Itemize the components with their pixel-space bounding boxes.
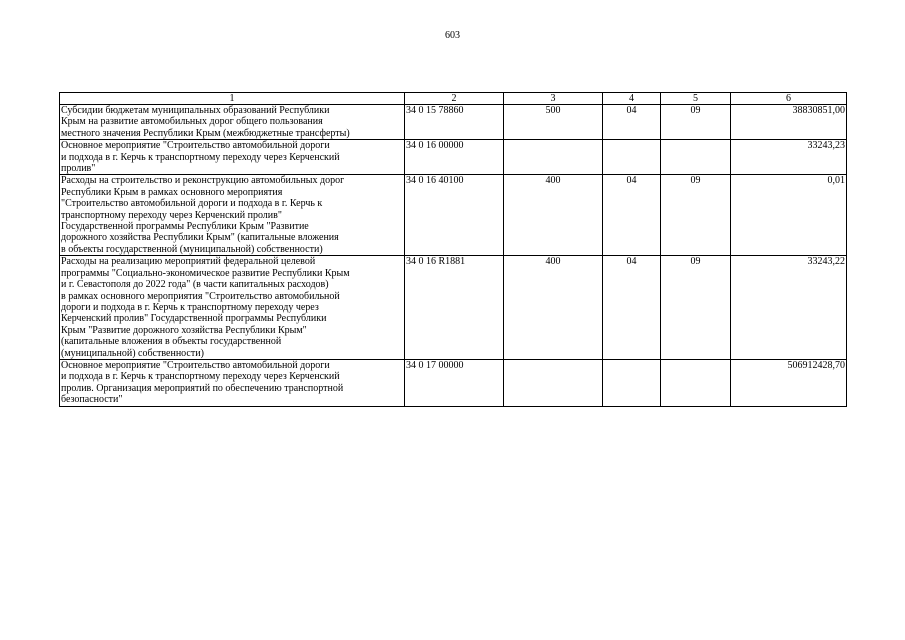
code-cell: 34 0 17 00000 [405,359,504,406]
table-row [60,175,847,256]
description-line: Государственной программы Республики Крым "Развитие [61,221,309,233]
description-line: Основное мероприятие "Строительство автомобильной дороги [61,359,330,371]
description-line: и подхода в г. Керчь к транспортному переходу через Керченский [61,151,340,163]
header-row [60,93,847,105]
description-cell [60,359,405,406]
table-row [60,105,847,140]
description-line: и подхода в г. Керчь к транспортному переходу через Керченский [61,371,340,383]
description-line: "Строительство автомобильной дороги и подхода в г. Керчь к [61,198,323,210]
type-cell [504,359,603,406]
subsection-cell: 09 [661,105,731,140]
page-number: 603 [445,30,460,41]
table-row [60,140,847,175]
amount-cell: 0,01 [731,175,847,256]
description-cell [60,105,405,140]
table-row [60,256,847,360]
description-line: местного значения Республики Крым (межбюджетные трансферты) [61,127,350,139]
description-line: безопасности" [61,394,123,406]
description-line: Крым "Развитие дорожного хозяйства Республики Крым" [61,324,307,336]
amount-cell: 38830851,00 [731,105,847,140]
description-line: программы "Социально-экономическое развитие Республики Крым [61,267,350,279]
subsection-cell [661,140,731,175]
code-cell: 34 0 16 00000 [405,140,504,175]
description-line: и г. Севастополя до 2022 года" (в части капитальных расходов) [61,279,329,291]
header-col-5: 5 [661,93,731,105]
description-line: дороги и подхода в г. Керчь к транспортному переходу через [61,301,319,313]
amount-cell: 33243,22 [731,256,847,360]
description-line: пролив. Организация мероприятий по обеспечению транспортной [61,382,344,394]
description-line: Крым на развитие автомобильных дорог общего пользования [61,116,323,128]
header-col-4: 4 [603,93,661,105]
section-cell [603,359,661,406]
description-line: в объекты государственной (муниципальной) собственности) [61,243,323,255]
description-cell [60,256,405,360]
subsection-cell [661,359,731,406]
type-cell: 500 [504,105,603,140]
subsection-cell: 09 [661,256,731,360]
budget-table [59,92,847,407]
description-line: Расходы на строительство и реконструкцию автомобильных дорог [61,175,345,187]
code-cell: 34 0 16 R1881 [405,256,504,360]
description-line: (капитальные вложения в объекты государственной [61,336,282,348]
description-line: Основное мероприятие "Строительство автомобильной дороги [61,140,330,152]
description-line: транспортному переходу через Керченский пролив" [61,209,282,221]
description-line: (муниципальной) собственности) [61,347,204,359]
section-cell: 04 [603,175,661,256]
type-cell: 400 [504,175,603,256]
type-cell: 400 [504,256,603,360]
header-col-1: 1 [60,93,405,105]
header-col-6: 6 [731,93,847,105]
code-cell: 34 0 15 78860 [405,105,504,140]
table-row [60,359,847,406]
description-line: Республики Крым в рамках основного мероприятия [61,186,283,198]
amount-cell: 33243,23 [731,140,847,175]
type-cell [504,140,603,175]
description-cell [60,175,405,256]
description-line: пролив" [61,163,96,175]
header-col-3: 3 [504,93,603,105]
description-line: Керченский пролив" Государственной программы Республики [61,313,327,325]
header-col-2: 2 [405,93,504,105]
description-line: Субсидии бюджетам муниципальных образований Республики [61,105,330,116]
description-line: в рамках основного мероприятия "Строительство автомобильной [61,290,340,302]
code-cell: 34 0 16 40100 [405,175,504,256]
amount-cell: 506912428,70 [731,359,847,406]
section-cell: 04 [603,256,661,360]
subsection-cell: 09 [661,175,731,256]
description-cell [60,140,405,175]
description-line: дорожного хозяйства Республики Крым" (капитальные вложения [61,232,339,244]
section-cell: 04 [603,105,661,140]
section-cell [603,140,661,175]
description-line: Расходы на реализацию мероприятий федеральной целевой [61,256,316,268]
